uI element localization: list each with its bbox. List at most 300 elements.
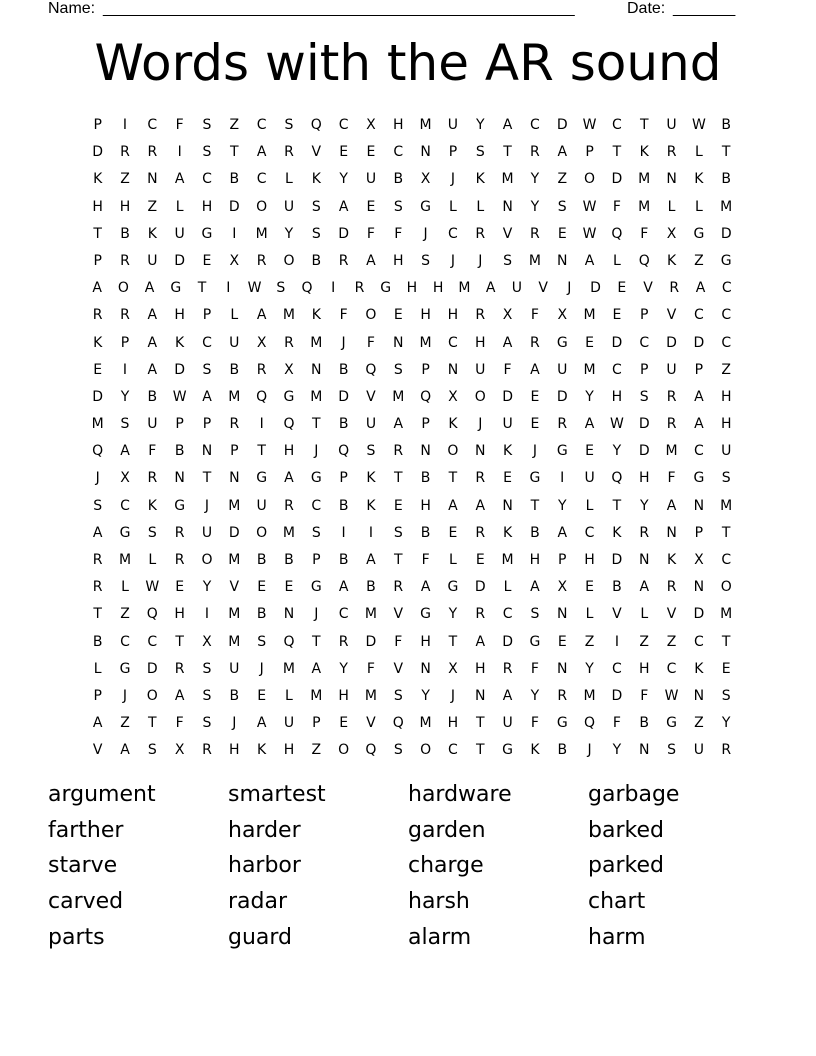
grid-letter: M xyxy=(720,497,733,514)
grid-letter: S xyxy=(639,388,649,405)
grid-letter: A xyxy=(639,579,650,596)
grid-letter: R xyxy=(530,144,540,161)
grid-letter: T xyxy=(612,144,622,161)
grid-letter: P xyxy=(558,552,567,568)
grid-letter: N xyxy=(557,660,568,677)
grid-letter: N xyxy=(174,470,185,487)
grid-row xyxy=(84,711,740,738)
grid-letter: S xyxy=(311,524,321,541)
grid-letter: T xyxy=(393,552,403,568)
grid-letter: I xyxy=(122,361,128,378)
grid-letter: F xyxy=(612,198,621,215)
grid-letter: M xyxy=(638,171,651,188)
grid-letter: C xyxy=(256,117,267,133)
grid-letter: B xyxy=(147,388,158,405)
grid-letter: Q xyxy=(283,633,295,650)
grid-letter: M xyxy=(255,225,268,242)
grid-letter: E xyxy=(93,361,103,378)
grid-letter: O xyxy=(283,252,295,269)
grid-letter: A xyxy=(694,416,704,433)
grid-letter: N xyxy=(393,334,404,351)
grid-letter: W xyxy=(247,280,262,297)
grid-letter: C xyxy=(448,225,458,242)
grid-letter: A xyxy=(393,416,404,433)
grid-letter: Z xyxy=(639,633,650,650)
grid-letter: E xyxy=(202,252,212,269)
grid-letter: A xyxy=(202,388,212,405)
grid-letter: N xyxy=(311,361,322,378)
grid-letter: S xyxy=(557,198,567,215)
grid-letter: C xyxy=(612,361,622,378)
grid-letter: S xyxy=(721,687,731,704)
grid-letter: B xyxy=(338,497,349,514)
grid-letter: C xyxy=(147,117,158,133)
grid-letter: T xyxy=(639,117,649,133)
grid-letter: Q xyxy=(611,225,623,242)
grid-letter: R xyxy=(174,660,185,677)
grid-letter: P xyxy=(448,144,458,161)
word-bank-item: harbor xyxy=(228,853,301,879)
grid-letter: M xyxy=(228,388,241,405)
grid-letter: M xyxy=(528,252,541,269)
grid-letter: R xyxy=(92,579,103,596)
grid-letter: W xyxy=(145,579,160,596)
grid-letter: Z xyxy=(229,117,240,133)
grid-letter: V xyxy=(393,606,404,623)
page-title: Words with the AR sound xyxy=(94,34,722,92)
grid-letter: C xyxy=(502,606,513,623)
grid-row xyxy=(84,303,740,330)
grid-letter: U xyxy=(475,361,486,378)
grid-letter: I xyxy=(614,633,619,650)
grid-letter: T xyxy=(197,280,207,297)
grid-letter: X xyxy=(366,117,376,133)
grid-letter: S xyxy=(311,198,321,215)
grid-letter: H xyxy=(638,660,650,677)
grid-letter: V xyxy=(666,606,677,623)
grid-letter: U xyxy=(502,715,513,732)
grid-letter: D xyxy=(638,443,650,460)
grid-row xyxy=(84,140,740,167)
grid-letter: Z xyxy=(666,633,677,650)
grid-letter: O xyxy=(720,579,732,596)
grid-letter: C xyxy=(612,660,622,677)
grid-letter: T xyxy=(475,715,485,732)
grid-letter: A xyxy=(502,687,513,704)
grid-letter: C xyxy=(448,742,458,759)
grid-letter: B xyxy=(338,416,349,433)
grid-letter: O xyxy=(447,443,459,460)
grid-letter: M xyxy=(419,117,432,133)
grid-letter: Q xyxy=(365,361,377,378)
grid-letter: G xyxy=(720,252,732,269)
grid-letter: P xyxy=(93,687,102,704)
grid-letter: N xyxy=(283,606,295,623)
grid-letter: N xyxy=(693,579,705,596)
grid-letter: I xyxy=(341,524,346,541)
grid-letter: S xyxy=(147,524,157,541)
word-bank-item: radar xyxy=(228,889,288,915)
grid-letter: B xyxy=(92,633,103,650)
grid-letter: Z xyxy=(120,171,130,188)
grid-letter: F xyxy=(148,443,157,460)
grid-letter: V xyxy=(366,715,376,732)
grid-letter: T xyxy=(448,470,458,487)
grid-letter: N xyxy=(693,687,705,704)
grid-letter: A xyxy=(502,117,513,133)
grid-letter: U xyxy=(557,361,568,378)
grid-letter: Y xyxy=(339,171,348,188)
grid-letter: A xyxy=(147,361,158,378)
grid-letter: T xyxy=(448,633,458,650)
grid-letter: S xyxy=(667,742,676,759)
grid-letter: N xyxy=(201,443,213,460)
grid-letter: U xyxy=(201,524,213,541)
grid-letter: F xyxy=(612,715,621,732)
grid-letter: H xyxy=(406,280,418,297)
grid-letter: T xyxy=(393,470,403,487)
grid-letter: E xyxy=(339,144,349,161)
grid-letter: J xyxy=(204,497,210,514)
grid-letter: A xyxy=(557,524,568,541)
grid-letter: J xyxy=(567,280,572,297)
grid-letter: P xyxy=(312,715,321,732)
grid-letter: S xyxy=(393,742,403,759)
grid-letter: D xyxy=(611,171,623,188)
grid-letter: V xyxy=(229,579,240,596)
grid-letter: F xyxy=(366,660,375,677)
grid-letter: H xyxy=(201,198,213,215)
grid-letter: M xyxy=(228,497,241,514)
grid-letter: P xyxy=(93,252,102,269)
grid-letter: J xyxy=(450,687,455,704)
grid-letter: H xyxy=(174,307,185,324)
grid-letter: R xyxy=(229,416,240,433)
grid-letter: B xyxy=(557,742,568,759)
name-line: _____________________________________________________ xyxy=(103,0,575,17)
word-bank-item: charge xyxy=(408,853,484,879)
grid-letter: R xyxy=(557,687,568,704)
grid-letter: N xyxy=(475,443,486,460)
grid-letter: W xyxy=(582,117,597,133)
grid-letter: A xyxy=(695,280,706,297)
grid-letter: B xyxy=(338,361,349,378)
grid-letter: O xyxy=(474,388,486,405)
grid-letter: M xyxy=(282,307,295,324)
grid-letter: Z xyxy=(694,252,704,269)
grid-letter: N xyxy=(502,497,513,514)
grid-letter: G xyxy=(556,334,568,351)
grid-letter: M xyxy=(720,198,733,215)
grid-letter: P xyxy=(694,524,704,541)
grid-letter: D xyxy=(666,334,677,351)
grid-letter: N xyxy=(557,606,568,623)
grid-letter: O xyxy=(256,524,268,541)
grid-letter: G xyxy=(380,280,392,297)
grid-letter: A xyxy=(338,198,349,215)
grid-letter: X xyxy=(666,225,677,242)
grid-letter: Y xyxy=(448,606,458,623)
grid-letter: F xyxy=(640,687,649,704)
grid-letter: X xyxy=(557,307,568,324)
grid-letter: R xyxy=(92,307,103,324)
word-row xyxy=(48,921,768,957)
grid-letter: F xyxy=(366,334,375,351)
grid-letter: C xyxy=(147,633,158,650)
grid-letter: M xyxy=(720,606,733,623)
date-label: Date: xyxy=(627,0,666,17)
grid-letter: L xyxy=(175,198,184,215)
grid-letter: W xyxy=(172,388,187,405)
grid-letter: G xyxy=(529,633,541,650)
grid-letter: B xyxy=(338,552,349,568)
grid-letter: D xyxy=(693,334,705,351)
grid-letter: U xyxy=(283,198,295,215)
grid-letter: N xyxy=(557,252,568,269)
grid-letter: R xyxy=(120,144,130,161)
grid-letter: C xyxy=(120,497,130,514)
grid-letter: M xyxy=(282,660,295,677)
grid-letter: P xyxy=(421,361,430,378)
grid-letter: T xyxy=(312,416,321,433)
grid-row xyxy=(84,249,740,276)
grid-letter: V xyxy=(538,280,548,297)
grid-letter: Q xyxy=(92,443,104,460)
grid-letter: A xyxy=(448,497,458,514)
grid-letter: L xyxy=(93,660,102,677)
grid-letter: M xyxy=(501,171,514,188)
grid-letter: R xyxy=(669,280,680,297)
grid-letter: X xyxy=(284,361,294,378)
grid-letter: M xyxy=(501,552,514,568)
word-bank-item: hardware xyxy=(408,782,512,807)
grid-letter: K xyxy=(612,524,622,541)
grid-letter: E xyxy=(585,443,594,460)
grid-letter: E xyxy=(475,552,485,568)
grid-letter: K xyxy=(448,416,458,433)
grid-letter: L xyxy=(667,198,676,215)
grid-letter: D xyxy=(228,524,240,541)
grid-letter: P xyxy=(175,416,184,433)
grid-letter: P xyxy=(202,307,212,324)
grid-letter: T xyxy=(230,144,239,161)
grid-letter: H xyxy=(432,280,444,297)
grid-letter: R xyxy=(475,524,486,541)
grid-row xyxy=(84,167,740,194)
grid-letter: T xyxy=(475,742,485,759)
grid-letter: B xyxy=(256,552,267,568)
grid-letter: R xyxy=(256,252,267,269)
grid-row xyxy=(84,195,740,222)
word-bank-item: smartest xyxy=(228,782,326,807)
grid-letter: X xyxy=(420,171,431,188)
grid-letter: C xyxy=(202,334,212,351)
grid-letter: G xyxy=(529,470,541,487)
grid-letter: C xyxy=(393,144,404,161)
grid-letter: L xyxy=(285,687,293,704)
grid-letter: K xyxy=(666,552,677,568)
grid-letter: R xyxy=(120,307,130,324)
grid-letter: P xyxy=(421,416,430,433)
grid-letter: H xyxy=(229,742,240,759)
grid-letter: J xyxy=(95,470,100,487)
grid-letter: X xyxy=(174,742,185,759)
grid-letter: K xyxy=(147,497,157,514)
grid-letter: X xyxy=(448,388,458,405)
grid-letter: S xyxy=(393,361,403,378)
grid-letter: S xyxy=(202,117,212,133)
grid-letter: A xyxy=(530,579,540,596)
grid-letter: K xyxy=(639,144,649,161)
grid-letter: E xyxy=(557,633,567,650)
word-bank-item: alarm xyxy=(408,924,472,950)
grid-letter: B xyxy=(639,715,650,732)
grid-letter: D xyxy=(502,633,513,650)
grid-letter: R xyxy=(147,470,158,487)
grid-letter: N xyxy=(420,660,431,677)
grid-letter: J xyxy=(423,225,428,242)
grid-letter: S xyxy=(202,715,212,732)
grid-letter: G xyxy=(170,280,182,297)
grid-letter: Y xyxy=(530,687,540,704)
grid-letter: H xyxy=(283,443,295,460)
grid-letter: F xyxy=(530,715,539,732)
grid-letter: V xyxy=(666,307,677,324)
grid-letter: R xyxy=(284,497,294,514)
grid-letter: X xyxy=(557,579,568,596)
grid-letter: D xyxy=(556,388,568,405)
grid-letter: G xyxy=(119,524,131,541)
grid-letter: C xyxy=(311,497,322,514)
grid-letter: R xyxy=(475,470,486,487)
grid-letter: G xyxy=(502,742,514,759)
grid-letter: B xyxy=(366,579,376,596)
grid-row xyxy=(84,548,740,575)
grid-letter: X xyxy=(256,334,267,351)
grid-letter: N xyxy=(666,171,677,188)
grid-letter: U xyxy=(229,334,240,351)
grid-letter: R xyxy=(120,252,130,269)
grid-letter: Z xyxy=(584,633,595,650)
grid-letter: D xyxy=(338,225,349,242)
grid-letter: H xyxy=(420,633,431,650)
grid-letter: A xyxy=(666,497,677,514)
grid-letter: Y xyxy=(339,660,348,677)
grid-letter: U xyxy=(283,715,295,732)
grid-letter: P xyxy=(312,552,321,568)
grid-letter: J xyxy=(341,334,346,351)
grid-letter: A xyxy=(502,334,513,351)
grid-letter: S xyxy=(202,144,212,161)
grid-letter: M xyxy=(419,715,432,732)
grid-letter: J xyxy=(450,171,455,188)
grid-letter: E xyxy=(284,579,294,596)
grid-row xyxy=(84,630,740,657)
grid-letter: R xyxy=(174,524,185,541)
grid-letter: R xyxy=(475,225,486,242)
grid-letter: D xyxy=(502,388,513,405)
grid-row xyxy=(84,331,740,358)
word-bank-item: carved xyxy=(48,889,124,915)
grid-letter: E xyxy=(530,388,540,405)
grid-letter: A xyxy=(147,334,158,351)
grid-letter: R xyxy=(338,252,349,269)
grid-letter: L xyxy=(585,606,594,623)
grid-letter: A xyxy=(338,579,349,596)
grid-letter: Y xyxy=(721,715,731,732)
grid-letter: B xyxy=(721,171,732,188)
grid-letter: Y xyxy=(202,579,212,596)
grid-letter: S xyxy=(120,416,130,433)
grid-letter: X xyxy=(229,252,240,269)
grid-letter: H xyxy=(529,552,541,568)
grid-letter: B xyxy=(612,579,622,596)
grid-letter: N xyxy=(147,171,158,188)
grid-letter: F xyxy=(640,225,649,242)
grid-letter: H xyxy=(474,660,486,677)
grid-letter: L xyxy=(640,606,649,623)
grid-letter: L xyxy=(230,307,239,324)
grid-letter: E xyxy=(617,280,627,297)
grid-letter: R xyxy=(284,144,294,161)
grid-letter: Y xyxy=(120,388,130,405)
grid-letter: G xyxy=(556,715,568,732)
grid-letter: U xyxy=(721,443,732,460)
grid-letter: Z xyxy=(694,715,704,732)
grid-letter: R xyxy=(666,388,677,405)
grid-letter: L xyxy=(612,252,621,269)
grid-letter: A xyxy=(174,171,185,188)
grid-letter: F xyxy=(530,660,539,677)
grid-letter: I xyxy=(232,225,237,242)
grid-letter: K xyxy=(694,660,704,677)
grid-letter: A xyxy=(256,144,267,161)
grid-letter: N xyxy=(638,742,650,759)
grid-letter: U xyxy=(147,416,158,433)
grid-letter: A xyxy=(174,687,185,704)
grid-letter: U xyxy=(174,225,185,242)
grid-letter: H xyxy=(393,252,404,269)
grid-letter: U xyxy=(365,416,377,433)
grid-letter: T xyxy=(312,633,321,650)
grid-letter: A xyxy=(120,742,130,759)
grid-letter: B xyxy=(420,524,431,541)
grid-letter: E xyxy=(557,225,567,242)
grid-letter: N xyxy=(693,497,705,514)
grid-letter: D xyxy=(146,660,158,677)
grid-letter: G xyxy=(174,497,186,514)
grid-letter: V xyxy=(612,606,622,623)
grid-letter: Y xyxy=(530,198,540,215)
grid-letter: J xyxy=(259,660,264,677)
word-bank-item: garbage xyxy=(588,782,680,807)
grid-letter: B xyxy=(229,687,240,704)
grid-letter: S xyxy=(393,198,403,215)
grid-letter: Q xyxy=(283,416,295,433)
grid-letter: X xyxy=(502,307,513,324)
grid-letter: P xyxy=(202,416,212,433)
grid-letter: K xyxy=(175,334,185,351)
grid-letter: O xyxy=(146,687,158,704)
grid-letter: D xyxy=(611,552,623,568)
grid-letter: I xyxy=(204,606,210,623)
grid-letter: F xyxy=(366,225,375,242)
grid-letter: E xyxy=(257,579,267,596)
grid-letter: R xyxy=(557,416,568,433)
grid-letter: U xyxy=(256,497,267,514)
grid-letter: R xyxy=(666,416,677,433)
grid-letter: R xyxy=(393,579,404,596)
